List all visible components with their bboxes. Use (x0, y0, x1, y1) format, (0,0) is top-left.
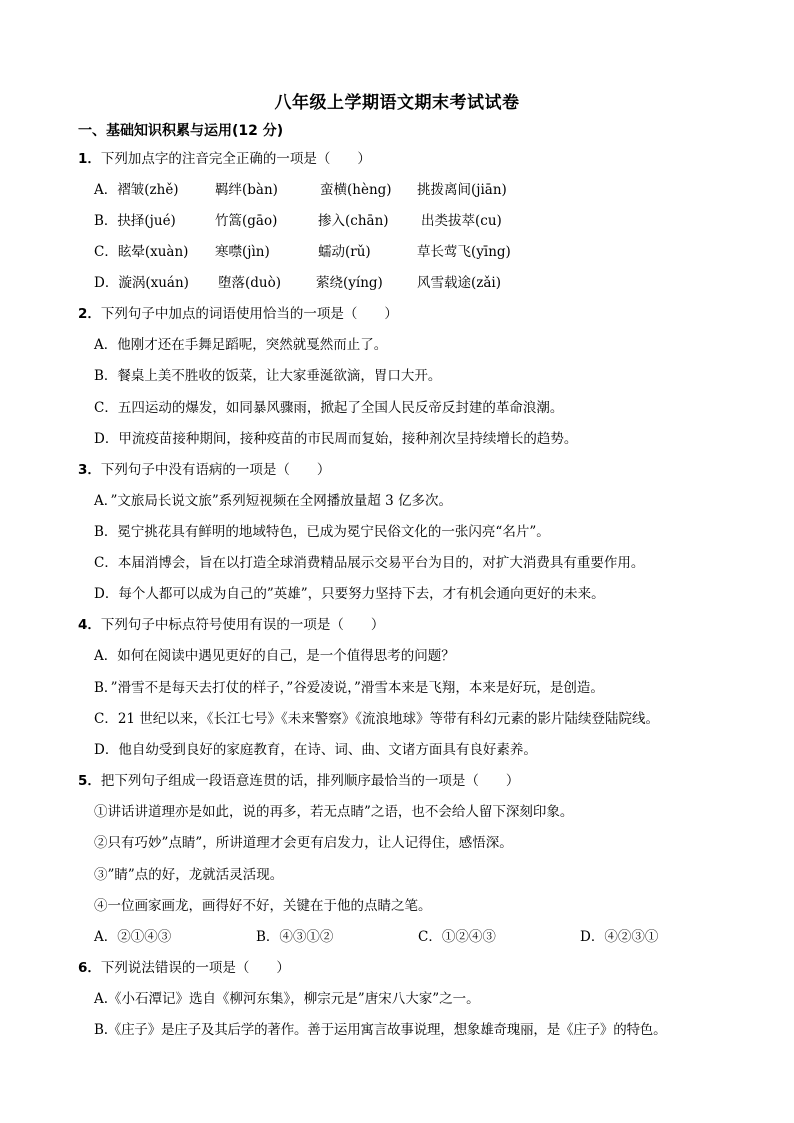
exam-title: 八年级上学期语文期末考试试卷 (274, 93, 520, 113)
q5-sentence-2: ②只有巧妙”点睛”，所讲道理才会更有启发力，让人记得住，感悟深。 (94, 835, 513, 851)
question-stem: 下列句子中加点的词语使用恰当的一项是（ ） (100, 306, 398, 322)
q1-option-a-word-3: 蛮横(hèng) (320, 182, 392, 198)
q2-option-c: C．五四运动的爆发，如同暴风骤雨，掀起了全国人民反帝反封建的革命浪潮。 (94, 400, 564, 416)
q1-option-b: B．抉择(jué) (94, 213, 176, 229)
q3-option-c: C．本届消博会，旨在以打造全球消费精品展示交易平台为目的，对扩大消费具有重要作用。 (94, 555, 645, 571)
q3-option-d: D．每个人都可以成为自己的”英雄”，只要努力坚持下去，才有机会通向更好的未来。 (94, 586, 605, 602)
q6-option-a: A.《小石潭记》选自《柳河东集》，柳宗元是”唐宋八大家”之一。 (94, 991, 480, 1007)
question-stem: 下列句子中没有语病的一项是（ ） (100, 462, 331, 478)
q1-option-c-word-2: 寒噤(jìn) (215, 244, 270, 260)
q5-choice-c: C．①②④③ (418, 929, 496, 945)
question-number: 6． (78, 960, 101, 976)
q1-option-b-word-2: 竹篙(gāo) (215, 213, 278, 229)
q1-option-d-word-2: 堕落(duò) (218, 275, 281, 291)
q1-option-c-word-4: 草长莺飞(yīng) (417, 244, 511, 260)
q2-option-b: B．餐桌上美不胜收的饭菜，让大家垂涎欲滴，胃口大开。 (94, 368, 442, 384)
q3-option-a: A．”文旅局长说文旅”系列短视频在全网播放量超 3 亿多次。 (94, 493, 452, 509)
q4-option-b: B．”滑雪不是每天去打仗的样子，”谷爱凌说，”滑雪本来是飞翔，本来是好玩，是创造。 (94, 680, 604, 696)
question-stem: 下列句子中标点符号使用有误的一项是（ ） (100, 617, 385, 633)
q4-option-c: C．21 世纪以来，《长江七号》《未来警察》《流浪地球》等带有科幻元素的影片陆续登陆院线。 (94, 711, 660, 727)
section-heading: 一、基础知识积累与运用(12 分) (78, 123, 284, 139)
q1-option-d-word-4: 风雪载途(zǎi) (417, 275, 502, 291)
question-1 (78, 147, 371, 167)
q5-sentence-1: ①讲话讲道理亦是如此，说的再多，若无点睛”之语，也不会给人留下深刻印象。 (94, 804, 574, 820)
q2-option-d: D．甲流疫苗接种期间，接种疫苗的市民周而复始，接种剂次呈持续增长的趋势。 (94, 431, 578, 447)
question-stem: 下列加点字的注音完全正确的一项是（ ） (100, 151, 371, 167)
q5-choice-d: D．④②③① (580, 929, 659, 945)
q1-option-a-word-2: 羁绊(bàn) (215, 182, 278, 198)
q1-option-c-word-3: 蠕动(rǔ) (318, 244, 371, 260)
q1-option-c: C．眩晕(xuàn) (94, 244, 189, 260)
q5-sentence-4: ④一位画家画龙，画得好不好，关键在于他的点睛之笔。 (94, 898, 432, 914)
question-4 (78, 613, 384, 633)
question-3 (78, 458, 330, 478)
q5-choice-a: A．②①④③ (94, 929, 172, 945)
question-stem: 把下列句子组成一段语意连贯的话，排列顺序最恰当的一项是（ ） (100, 773, 520, 789)
q2-option-a: A．他刚才还在手舞足蹈呢，突然就戛然而止了。 (94, 337, 388, 353)
q1-option-b-word-4: 出类拔萃(cu) (421, 213, 502, 229)
q5-sentence-3: ③”睛”点的好，龙就活灵活现。 (94, 867, 284, 883)
question-6 (78, 956, 290, 976)
q1-option-a: A．褶皱(zhě) (94, 182, 179, 198)
q1-option-d: D．漩涡(xuán) (94, 275, 189, 291)
q5-choice-b: B．④③①② (256, 929, 334, 945)
q1-option-a-word-4: 挑拨离间(jiān) (417, 182, 507, 198)
q3-option-b: B．冕宁挑花具有鲜明的地域特色，已成为冕宁民俗文化的一张闪亮“名片”。 (94, 524, 550, 540)
question-5 (78, 769, 519, 789)
question-number: 2． (78, 306, 101, 322)
q1-option-d-word-3: 萦绕(yíng) (316, 275, 383, 291)
question-2 (78, 302, 398, 322)
q6-option-b: B.《庄子》是庄子及其后学的著作。善于运用寓言故事说理，想象雄奇瑰丽，是《庄子》的特色。 (94, 1022, 667, 1038)
question-number: 3． (78, 462, 101, 478)
q1-option-b-word-3: 掺入(chān) (318, 213, 389, 229)
question-number: 4． (78, 617, 101, 633)
q4-option-a: A．如何在阅读中遇见更好的自己，是一个值得思考的问题？ (94, 648, 455, 664)
question-number: 1． (78, 151, 101, 167)
question-number: 5． (78, 773, 101, 789)
question-stem: 下列说法错误的一项是（ ） (100, 960, 290, 976)
q4-option-d: D．他自幼受到良好的家庭教育，在诗、词、曲、文诸方面具有良好素养。 (94, 742, 537, 758)
